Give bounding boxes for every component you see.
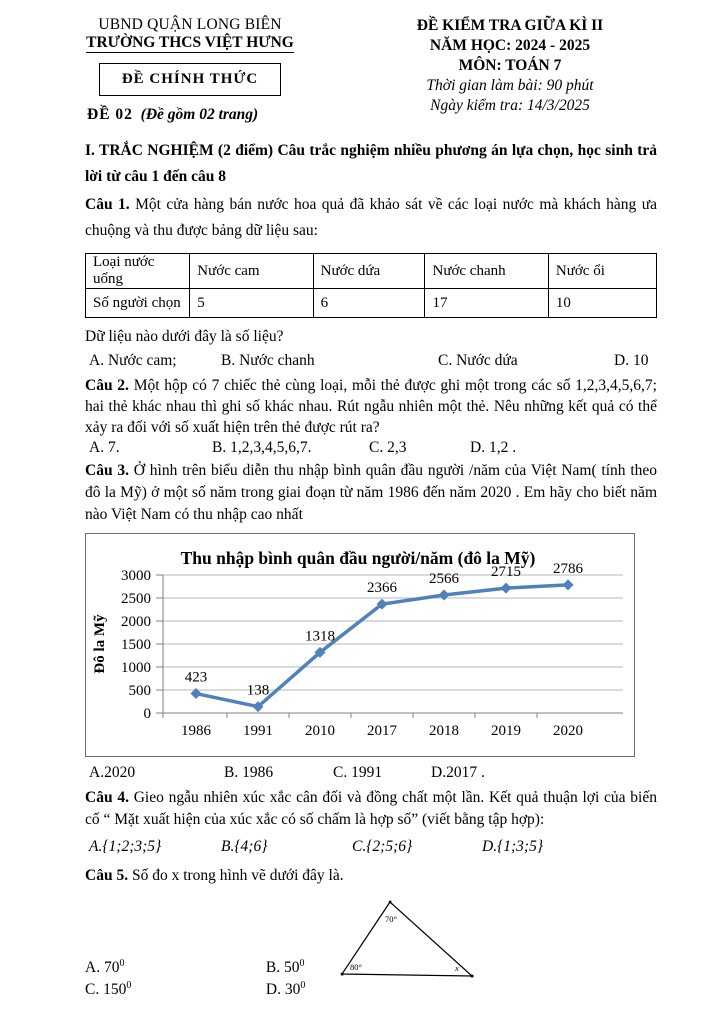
question-2	[85, 375, 657, 438]
svg-text:2000: 2000	[121, 614, 151, 630]
question-5-figure-area	[85, 890, 657, 1002]
exam-code-line	[87, 106, 258, 124]
option-b: B. 1986	[224, 764, 274, 781]
question-3-label: Câu 3.	[85, 462, 129, 479]
svg-text:2566: 2566	[429, 570, 459, 587]
option-b: B.{4;6}	[221, 838, 268, 855]
exam-page-note: (Đề gồm 02 trang)	[140, 106, 259, 123]
triangle-vertex	[389, 901, 392, 904]
table-cell: 6	[313, 289, 425, 318]
option-a: A. Nước cam;	[89, 352, 177, 369]
option-b: B. Nước chanh	[221, 352, 315, 369]
svg-text:2017: 2017	[367, 723, 397, 739]
question-4	[85, 787, 657, 831]
table-row-label: Số người chọn	[86, 289, 190, 318]
question-2-label: Câu 2.	[85, 377, 129, 394]
income-chart-svg	[86, 534, 634, 756]
option-d: D. 1,2 .	[470, 439, 517, 456]
angle-label-right: x	[455, 963, 459, 973]
exam-date: Ngày kiểm tra: 14/3/2025	[430, 97, 590, 114]
table-cell: 10	[548, 289, 656, 318]
table-header-cell: Nước dứa	[313, 254, 425, 289]
option-b: B. $50^0$	[265, 958, 305, 977]
question-1-options	[85, 351, 657, 371]
option-b: B. 1,2,3,4,5,6,7.	[212, 439, 312, 456]
svg-text:1318: 1318	[305, 628, 335, 645]
school-name: TRƯỜNG THCS VIỆT HƯNG	[86, 34, 294, 51]
question-3	[85, 460, 657, 526]
angle-label-top: 70°	[385, 914, 397, 924]
option-d: D. 10	[614, 352, 649, 369]
question-5-options-row-2	[85, 980, 305, 999]
question-5-text: Số đo x trong hình vẽ dưới đây là.	[131, 867, 344, 884]
svg-text:1986: 1986	[181, 723, 211, 739]
header-right	[385, 16, 635, 116]
question-4-label: Câu 4.	[85, 789, 129, 806]
table-header-cell: Loại nước uống	[86, 254, 190, 289]
question-4-options	[85, 837, 657, 857]
school-year: NĂM HỌC: 2024 - 2025	[429, 37, 591, 54]
question-4-text: Gieo ngẫu nhiên xúc xắc cân đối và đồng chất một lần. Kết quả thuận lợi của biến cố “ Mặt xuất hiện của xúc xắc có số chấm là hợp số” (viết bằng tập hợp):	[85, 789, 657, 828]
header-left	[40, 16, 340, 96]
svg-text:1991: 1991	[243, 723, 273, 739]
official-exam-stamp: ĐỀ CHÍNH THỨC	[99, 63, 281, 96]
section-1-heading: I. TRẮC NGHIỆM (2 điểm) Câu trắc nghiệm nhiều phương án lựa chọn, học sinh trả lời từ câu 1 đến câu 8	[85, 142, 657, 185]
svg-text:Đô la Mỹ: Đô la Mỹ	[92, 614, 108, 674]
exam-body	[85, 138, 657, 1002]
question-1-prompt: Dữ liệu nào dưới đây là số liệu?	[85, 328, 284, 345]
option-c: C. Nước dứa	[438, 352, 518, 369]
question-2-options	[85, 438, 657, 458]
option-a: A.{1;2;3;5}	[89, 838, 162, 855]
svg-text:2010: 2010	[305, 723, 335, 739]
drink-survey-table	[85, 253, 657, 318]
question-5	[85, 865, 657, 886]
table-header-row	[86, 254, 657, 289]
svg-text:2018: 2018	[429, 723, 459, 739]
option-a: A. 7.	[89, 439, 120, 456]
svg-text:423: 423	[184, 669, 208, 686]
svg-text:2366: 2366	[367, 580, 397, 597]
question-1	[85, 192, 657, 244]
question-5-options-row-1	[85, 958, 304, 977]
exam-code: ĐỀ 02	[87, 106, 133, 123]
income-chart	[85, 533, 635, 757]
option-d: D.{1;3;5}	[482, 838, 544, 855]
triangle-figure	[335, 896, 530, 991]
svg-text:Thu nhập bình quân đầu người/n: Thu nhập bình quân đầu người/năm (đô la Mỹ)	[180, 548, 536, 568]
option-d: D. $30^0$	[265, 980, 306, 999]
triangle-vertex	[471, 975, 474, 978]
svg-text:2020: 2020	[553, 723, 583, 739]
question-3-text: Ở hình trên biểu diễn thu nhập bình quân đầu người /năm của Việt Nam( tính theo đô la Mỹ) ở một số năm trong giai đoạn từ năm 1986 đến năm 2020 . Em hãy cho biết năm nào Việt Nam có thu nhập cao nhất	[85, 462, 658, 523]
question-3-options	[85, 763, 657, 783]
department-name: UBND QUẬN LONG BIÊN	[98, 16, 282, 33]
svg-text:1000: 1000	[121, 660, 151, 676]
angle-label-left: 80°	[350, 962, 362, 972]
svg-text:3000: 3000	[121, 568, 151, 584]
question-1-label: Câu 1.	[85, 196, 130, 213]
option-c: C. $150^0$	[85, 980, 132, 999]
table-cell: 17	[425, 289, 548, 318]
svg-text:2019: 2019	[491, 723, 521, 739]
question-1-text: Một cửa hàng bán nước hoa quả đã khảo sát về các loại nước mà khách hàng ưa chuộng và thu được bảng dữ liệu sau:	[85, 196, 657, 239]
option-a: A.2020	[89, 764, 136, 781]
svg-text:2500: 2500	[121, 591, 151, 607]
table-header-cell: Nước chanh	[425, 254, 548, 289]
table-data-row	[86, 289, 657, 318]
svg-text:500: 500	[128, 683, 151, 699]
exam-title: ĐỀ KIỂM TRA GIỮA KÌ II	[416, 17, 604, 34]
svg-text:138: 138	[246, 682, 270, 699]
svg-text:2715: 2715	[491, 564, 521, 581]
option-a: A. $70^0$	[85, 958, 125, 977]
option-c: C.{2;5;6}	[352, 838, 413, 855]
svg-text:1500: 1500	[121, 637, 151, 653]
question-5-label: Câu 5.	[85, 867, 129, 884]
triangle-vertex	[341, 973, 344, 976]
option-d: D.2017 .	[431, 764, 485, 781]
table-header-cell: Nước ổi	[548, 254, 656, 289]
option-c: C. 2,3	[369, 439, 407, 456]
duration: Thời gian làm bài: 90 phút	[426, 77, 594, 94]
svg-text:0: 0	[143, 706, 151, 722]
table-header-cell: Nước cam	[190, 254, 313, 289]
question-2-text: Một hộp có 7 chiếc thẻ cùng loại, mỗi thẻ được ghi một trong các số 1,2,3,4,5,6,7; hai thẻ khác nhau thì ghi số khác nhau. Rút ngẫu nhiên một thẻ. Nêu những kết quả có thể xảy ra đối với số xuất hiện trên thẻ được rút ra?	[85, 377, 657, 436]
subject: MÔN: TOÁN 7	[458, 57, 562, 74]
svg-text:2786: 2786	[553, 560, 583, 577]
table-cell: 5	[190, 289, 313, 318]
option-c: C. 1991	[333, 764, 383, 781]
